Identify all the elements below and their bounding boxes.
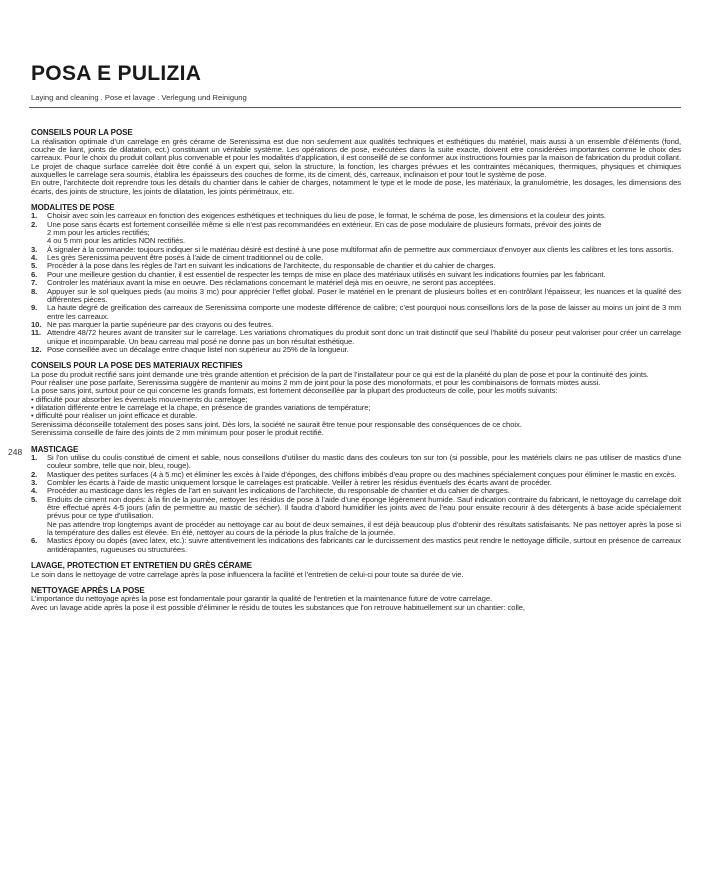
- item-text: La haute degré de greification des carreaux de Serenissima comporte une modeste différence de calibre; c’est pourquoi nous conseillons lors de la pose de laisser au moins un joint de 3 mm entre les carreaux.: [47, 303, 681, 321]
- numbered-list: [31, 212, 681, 354]
- item-number: 4.: [31, 486, 38, 496]
- item-number: 5.: [31, 494, 38, 504]
- section-heading: NETTOYAGE APRÈS LA POSE: [31, 585, 145, 595]
- item-text: Mastiquer des petites surfaces (4 à 5 mc) et éliminer les excès à l’aide d’éponges, des chiffons imbibés d’eau propre ou des machines spécialement conçues pour éliminer le mastic en excès.: [47, 469, 677, 479]
- section-conseils-pose: [31, 128, 681, 196]
- item-text: À signaler à la commande: toujours indiquer si le matériau désiré est destiné à une pose multiformat afin de permettre aux commerciaux d’envoyer aux clients les calibres et les tons assortis.: [47, 244, 674, 254]
- item-number: 7.: [31, 278, 38, 288]
- item-text: Si l’on utilise du coulis constitué de ciment et sable, nous conseillons d’utiliser du mastic dans des couleurs ton sur ton (si possible, pour les matériels clairs ne pas utiliser de mastics d’une couleur sombre, telle que noir, bleu, rouge).: [47, 453, 681, 471]
- page-title: POSA E PULIZIA: [31, 62, 202, 85]
- section-lavage-protection: [31, 561, 681, 579]
- item-text: Procéder au masticage dans les règles de l’art en suivant les indications de l’architecte, du responsable de chantier et du cahier de charges.: [47, 486, 510, 496]
- list-item: [31, 329, 681, 346]
- item-number: 6.: [31, 536, 38, 546]
- item-number: 4.: [31, 253, 38, 263]
- item-text: Les grès Serenissima peuvent être posés à l’aide de ciment traditionnel ou de colle.: [47, 253, 324, 263]
- item-text: Enduits de ciment non dopés: à la fin de la journée, nettoyer les résidus de pose à l’aide d’une éponge légèrement humide. Sauf indication contraire du fabricant, le nettoyage du carrelage doit être effectué après 4-5 jours (afin de permettre au mastic de sécher). Il faudra d’abord humidifier les joints avec de l’eau pour ensuite recourir à des détergents à base acide spécialement prévus pour ce type d’utilisation.: [47, 494, 681, 521]
- paragraph: Le soin dans le nettoyage de votre carrelage après la pose influencera la facilité et l’entretien de celui-ci pour toute sa durée de vie.: [31, 569, 464, 579]
- section-nettoyage-apres-pose: [31, 586, 681, 612]
- header-divider: [29, 107, 681, 108]
- section-materiaux-rectifies: [31, 361, 681, 437]
- section-modalites-pose: [31, 203, 681, 354]
- paragraph: Serenissima déconseille totalement des poses sans joint. Dès lors, la société ne saurait être tenue pour responsable des conséquences de ce choix.: [31, 419, 522, 429]
- item-number: 12.: [31, 344, 42, 354]
- list-item: [31, 454, 681, 471]
- item-text: Ne pas marquer la partie supérieure par des crayons ou des feutres.: [47, 319, 274, 329]
- item-text: Pour une meilleure gestion du chantier, il est essentiel de respecter les temps de mise en place des matériaux utilisés en suivant les indications fournies par les fabricant.: [47, 269, 606, 279]
- section-heading: MASTICAGE: [31, 444, 79, 454]
- list-item: [31, 346, 681, 354]
- paragraph: L’importance du nettoyage après la pose est fondamentale pour garantir la qualité de l’entretien et la maintenance future de votre carrelage.: [31, 594, 493, 604]
- page-number: 248: [8, 447, 23, 457]
- item-number: 2.: [31, 469, 38, 479]
- item-number: 3.: [31, 478, 38, 488]
- item-number: 1.: [31, 453, 38, 462]
- bullet-item: • difficulté pour absorber les éventuels mouvements du carrelage;: [31, 394, 248, 404]
- list-item: [31, 221, 681, 246]
- section-heading: MODALITES DE POSE: [31, 202, 115, 212]
- list-item: [31, 537, 681, 554]
- item-number: 6.: [31, 269, 38, 279]
- item-text: Procéder à la pose dans les règles de l’art en suivant les indications de l’architecte, du responsable de chantier et du cahier de charges.: [47, 261, 496, 271]
- item-number: 5.: [31, 261, 38, 271]
- item-text: Une pose sans écarts est fortement conseillée même si elle n’est pas recommandées en extérieur. En cas de pose modulaire de plusieurs formats, prévoir des joints de: [47, 219, 602, 229]
- list-item: [31, 496, 681, 538]
- bullet-item: • difficulté pour réaliser un joint efficace et durable.: [31, 411, 198, 421]
- document-body: [31, 128, 681, 612]
- item-text: 2 mm pour les articles rectifiés;: [47, 228, 150, 238]
- item-text: Combler les écarts à l’aide de mastic uniquement lorsque le carrelages est praticable. Veiller à retirer les résidus éventuels des écarts avant de procéder.: [47, 478, 552, 488]
- bullet-item: • dilatation différente entre le carrelage et la chape, en présence de grandes variations de température;: [31, 403, 371, 413]
- item-number: 3.: [31, 244, 38, 254]
- item-number: 1.: [31, 211, 38, 221]
- paragraph: Pour réaliser une pose parfaite, Serenissima suggère de mantenir au moins 2 mm de joint pour la pose des monoformats, et pour les combinaisons de formats mixtes aussi.: [31, 378, 601, 388]
- item-text: Appuyer sur le sol quelques pieds (au moins 3 mc) pour apprécier l’effet global. Poser le matériel en le prenant de plusieurs boîtes et en contrôlant l’épaisseur, les nuances et la qualité des différentes pièces.: [47, 286, 681, 304]
- list-item: [31, 288, 681, 305]
- paragraph: Avec un lavage acide après la pose il est possible d’éliminer le résidu de toutes les substances que l’on retrouve habituellement sur un chantier: colle,: [31, 602, 525, 612]
- item-text: Mastics époxy ou dopés (avec latex, etc.): suivre attentivement les indications des fabricants car le durcissement des mastics peut rendre le nettoyage difficile, surtout en présence de carreaux antidérapantes, rugueuses ou structurées.: [47, 536, 681, 554]
- paragraph: La pose du produit rectifié sans joint demande une très grande attention et précision de la part de l’installateur pour ce qui est de la planéité du plan de pose et pour la continuité des joints.: [31, 369, 649, 379]
- item-text: Controler les matériaux avant la mise en oeuvre. Des réclamations concernant le matériel dejà mis en oeuvre, ne seront pas acceptées.: [47, 278, 496, 288]
- item-number: 2.: [31, 219, 38, 229]
- paragraph: En outre, l’architecte doit reprendre tous les détails du chantier dans le cahier de charges, notamment le type et le mode de pose, les matériaux, la granulométrie, les dosages, les dimensions des écarts, des joints de structure, les joints de dilatation, les joints périmétraux, etc.: [31, 178, 681, 196]
- list-item: [31, 304, 681, 321]
- item-text: 4 ou 5 mm pour les articles NON rectifiés.: [47, 236, 186, 246]
- item-number: 10.: [31, 319, 42, 329]
- item-number: 11.: [31, 328, 41, 338]
- item-number: 9.: [31, 303, 38, 313]
- item-number: 8.: [31, 286, 38, 296]
- section-masticage: [31, 445, 681, 555]
- paragraph: La réalisation optimale d’un carrelage en grès cérame de Serenissima est due non seulement aux qualités techniques et esthétiques du matériel, mais aussi à un ensemble d’éléments (fond, couche de liant, joints de dilatation, ect.) constituant un véritable système. Les opérations de pose, exécutées dans la suite exacte, doivent etre considérées importantes comme le choix des carreaux. Pour le choix du produit collant plus convenable et pour les modalités d’application, il est conseillé de se conformer aux instructions fournies par la maison de fabrication du produit collant. Le projet de chaque surface carrelée doit être confié à un expert qui, selon la structure, la fonction, les charges prévues et les contraintes mécaniques, thermiques, physiques et chimiques auxquelles le carrelage sera soumis, établira les épaisseurs des couches de forme, its de ciment, dés, carreaux, inclinaison et pour tout le système de pose.: [31, 136, 681, 179]
- section-heading: LAVAGE, PROTECTION ET ENTRETIEN DU GRÈS CÉRAME: [31, 561, 252, 571]
- section-heading: CONSEILS POUR LA POSE: [31, 128, 133, 137]
- paragraph: La pose sans joint, surtout pour ce qui concerne les grands formats, est fortement déconseillée par la plupart des producteurs de colle, pour les motifs suivants:: [31, 386, 558, 396]
- section-heading: CONSEILS POUR LA POSE DES MATERIAUX RECTIFIES: [31, 361, 243, 371]
- numbered-list: [31, 454, 681, 554]
- item-text: Ne pas attendre trop longtemps avant de procéder au nettoyage car au bout de deux semaines, il est déjà beaucoup plus d’obtenir des résultats satisfaisants. Ne pas nettoyer après la pose si la température des dalles est élevée. En été, nettoyer au cours de la période la plus fraîche de la journée.: [47, 519, 681, 538]
- item-text: Attendre 48/72 heures avant de transiter sur le carrelage. Les variations chromatiques du produit sont donc un trait distinctif que seul l’habilité du poseur peut valoriser pour créer un carrelage unique et incomparable. Un beau carreau mal posé ne donne pas un bon résultat esthétique.: [47, 328, 681, 346]
- page-subtitle: Laying and cleaning . Pose et lavage . Verlegung und Reinigung: [31, 93, 247, 102]
- item-text: Pose conseillée avec un décalage entre chaque listel non supérieur au 25% de la longueur.: [47, 344, 349, 354]
- paragraph: Serenissima conseille de faire des joints de 2 mm minimum pour poser le produit rectifié.: [31, 428, 324, 438]
- item-text: Choisir avec soin les carreaux en fonction des exigences esthétiques et techniques du lieu de pose, le format, le schéma de pose, les dimensions et la couleur des joints.: [47, 211, 606, 221]
